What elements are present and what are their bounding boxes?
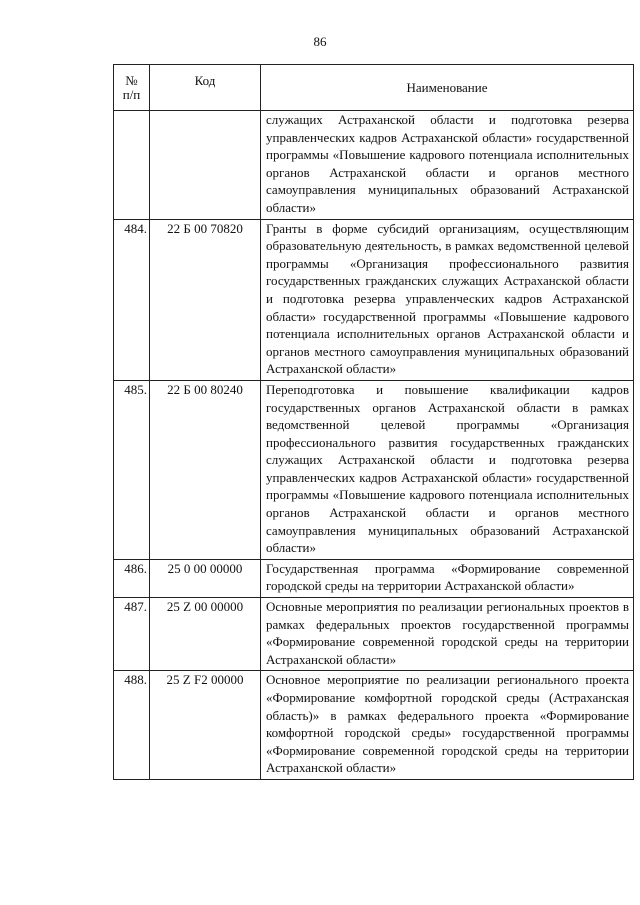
- table-header-row: [114, 65, 634, 111]
- row-number: 485.: [114, 380, 150, 559]
- row-code: 22 Б 00 70820: [150, 219, 261, 380]
- row-name: Переподготовка и повышение квалификации кадров государственных органов Астраханской области в рамках ведомственной целевой программы «Организация профессионального развития государственных гражданских служащих Астраханской области и подготовка резерва управленческих кадров Астраханской области» государственной программы «Повышение кадрового потенциала исполнительных органов Астраханской области и органов местного самоуправления муниципальных образований Астраханской области»: [261, 380, 634, 559]
- header-code: Код: [150, 65, 261, 111]
- row-name: служащих Астраханской области и подготовка резерва управленческих кадров Астраханской области» государственной программы «Повышение кадрового потенциала исполнительных органов Астраханской области и органов местного самоуправления муниципальных образований Астраханской области»: [261, 111, 634, 220]
- header-name: Наименование: [261, 65, 634, 111]
- table-row: [114, 111, 634, 220]
- row-code: [150, 111, 261, 220]
- header-number: [114, 65, 150, 111]
- row-code: 22 Б 00 80240: [150, 380, 261, 559]
- row-name: Государственная программа «Формирование современной городской среды на территории Астраханской области»: [261, 559, 634, 597]
- table-row: [114, 219, 634, 380]
- row-code: 25 Z F2 00000: [150, 671, 261, 780]
- row-number: 487.: [114, 598, 150, 671]
- row-code: 25 Z 00 00000: [150, 598, 261, 671]
- table-row: [114, 380, 634, 559]
- table-row: [114, 671, 634, 780]
- row-name: Основные мероприятия по реализации региональных проектов в рамках федеральных проектов государственной программы «Формирование современной городской среды на территории Астраханской области»: [261, 598, 634, 671]
- table-row: [114, 559, 634, 597]
- table-row: [114, 598, 634, 671]
- page-number: 86: [313, 34, 327, 49]
- header-number-abbrev: п/п: [122, 86, 141, 102]
- budget-classification-table: [113, 64, 634, 780]
- row-number: 484.: [114, 219, 150, 380]
- row-number: [114, 111, 150, 220]
- header-number-sign: №: [125, 72, 138, 88]
- row-number: 488.: [114, 671, 150, 780]
- row-name: Основное мероприятие по реализации регионального проекта «Формирование комфортной городской среды (Астраханская область)» в рамках федерального проекта «Формирование комфортной городской среды» государственной программы «Формирование современной городской среды на территории Астраханской области»: [261, 671, 634, 780]
- row-name: Гранты в форме субсидий организациям, осуществляющим образовательную деятельность, в рамках ведомственной целевой программы «Организация профессионального развития государственных гражданских служащих Астраханской области и подготовка резерва управленческих кадров Астраханской области» государственной программы «Повышение кадрового потенциала исполнительных органов Астраханской области и органов местного самоуправления муниципальных образований Астраханской области»: [261, 219, 634, 380]
- row-code: 25 0 00 00000: [150, 559, 261, 597]
- row-number: 486.: [114, 559, 150, 597]
